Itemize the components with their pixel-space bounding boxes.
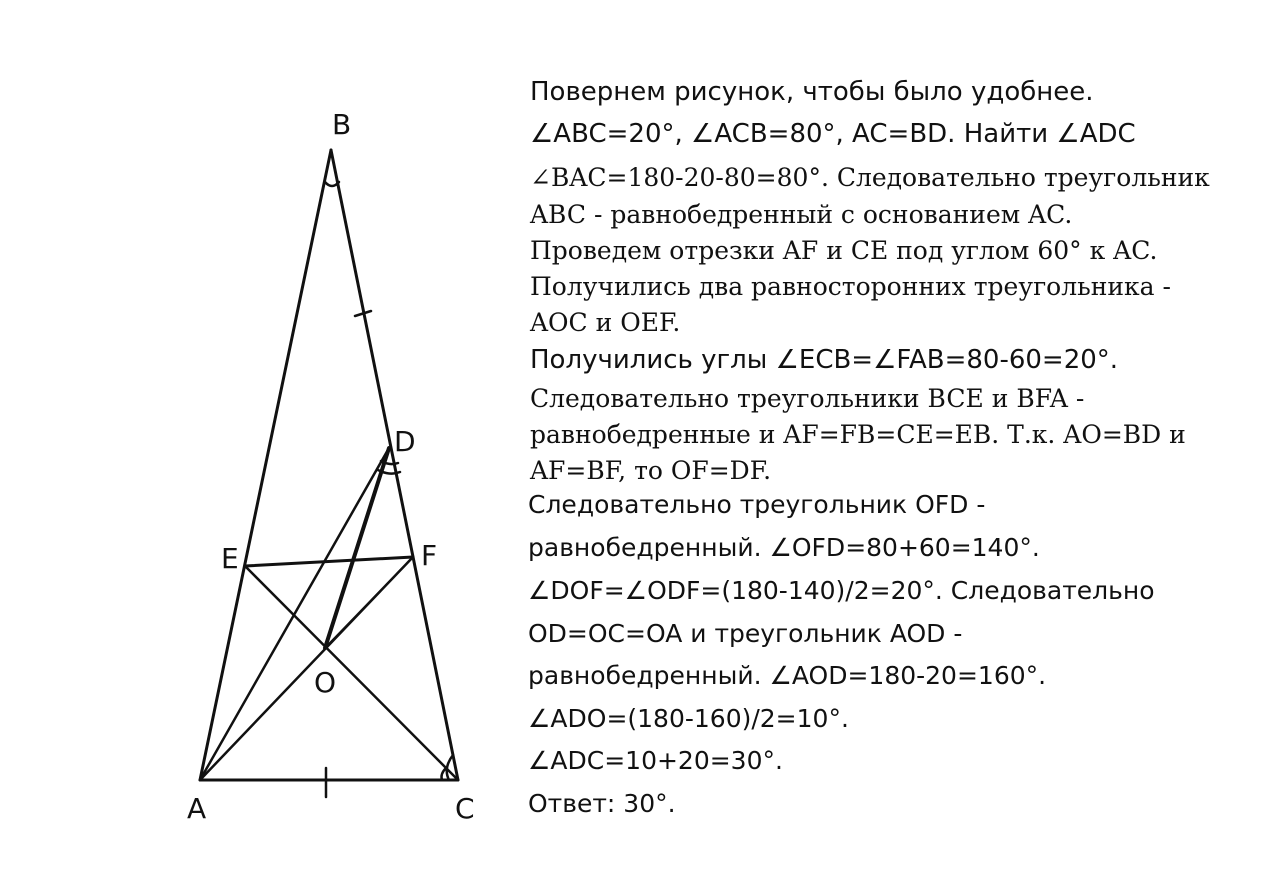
solution-line-14: ∠DOF=∠ODF=(180-140)/2=20°. Следовательно bbox=[528, 576, 1155, 605]
solution-line-7: AOC и OEF. bbox=[530, 308, 681, 337]
solution-line-12: Следовательно треугольник OFD - bbox=[528, 490, 986, 519]
solution-line-17: ∠ADO=(180-160)/2=10°. bbox=[528, 704, 849, 733]
solution-line-8: Получились углы ∠ECB=∠FAB=80-60=20°. bbox=[530, 345, 1119, 375]
solution-line-10: равнобедренные и AF=FB=CE=EB. Т.к. AO=BD и bbox=[530, 420, 1186, 449]
point-label-d: D bbox=[394, 425, 416, 458]
solution-line-6: Получились два равносторонних треугольника - bbox=[530, 272, 1171, 301]
solution-line-13: равнобедренный. ∠OFD=80+60=140°. bbox=[528, 533, 1040, 562]
solution-line-3: ∠BAC=180-20-80=80°. Следовательно треугольник bbox=[530, 163, 1210, 192]
solution-line-4: ABC - равнобедренный с основанием AC. bbox=[530, 200, 1073, 229]
point-label-b: B bbox=[332, 108, 352, 141]
solution-answer: Ответ: 30°. bbox=[528, 789, 676, 818]
solution-line-1: Повернем рисунок, чтобы было удобнее. bbox=[530, 77, 1094, 107]
solution-line-16: равнобедренный. ∠AOD=180-20=160°. bbox=[528, 661, 1047, 690]
solution-line-11: AF=BF, то OF=DF. bbox=[530, 456, 772, 485]
solution-line-2: ∠ABC=20°, ∠ACB=80°, AC=BD. Найти ∠ADC bbox=[530, 119, 1136, 149]
point-label-a: A bbox=[187, 792, 207, 825]
solution-line-18: ∠ADC=10+20=30°. bbox=[528, 746, 783, 775]
point-label-f: F bbox=[421, 539, 438, 572]
point-label-c: C bbox=[455, 792, 475, 825]
solution-line-5: Проведем отрезки AF и CE под углом 60° к AC. bbox=[530, 236, 1158, 265]
point-label-o: O bbox=[314, 666, 337, 699]
solution-line-9: Следовательно треугольники BCE и BFA - bbox=[530, 384, 1085, 413]
solution-line-15: OD=OC=OA и треугольник AOD - bbox=[528, 619, 963, 648]
point-label-e: E bbox=[221, 542, 239, 575]
